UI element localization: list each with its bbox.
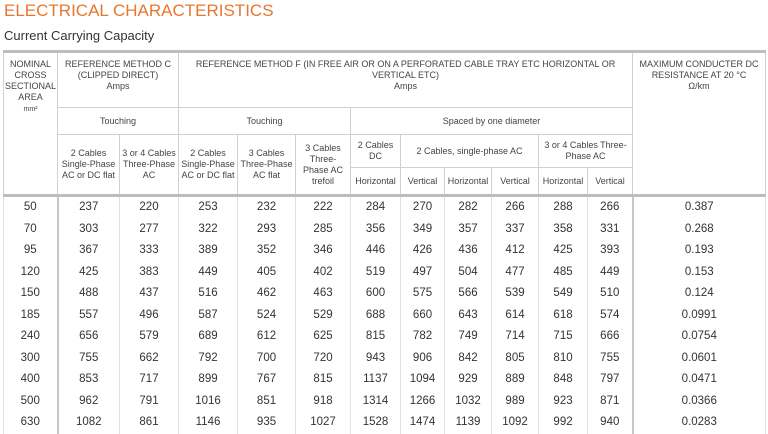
header-max-resistance <box>633 52 766 196</box>
cell-area: 150 <box>4 283 58 305</box>
cell-amps: 529 <box>296 305 351 327</box>
cell-amps: 625 <box>296 326 351 348</box>
cell-amps: 1146 <box>179 412 238 434</box>
header-spaced: Spaced by one diameter <box>351 108 633 135</box>
header-method-f-label: REFERENCE METHOD F (IN FREE AIR OR ON A PERFORATED CABLE TRAY ETC HORIZONTAL OR VERTICAL ETC) <box>195 59 616 80</box>
cell-resistance: 0.387 <box>633 196 766 219</box>
cell-amps: 792 <box>179 348 238 370</box>
cell-amps: 393 <box>588 240 633 262</box>
cell-amps: 940 <box>588 412 633 434</box>
cell-amps: 437 <box>120 283 179 305</box>
cell-amps: 463 <box>296 283 351 305</box>
cell-amps: 992 <box>539 412 588 434</box>
header-max-resistance-label: MAXIMUM CONDUCTER DC RESISTANCE AT 20 °C <box>639 59 759 80</box>
cell-amps: 587 <box>179 305 238 327</box>
table-row <box>4 412 766 434</box>
cell-resistance: 0.0471 <box>633 369 766 391</box>
header-touching-c: Touching <box>58 108 179 135</box>
cell-amps: 510 <box>588 283 633 305</box>
cell-amps: 689 <box>179 326 238 348</box>
cell-amps: 618 <box>539 305 588 327</box>
cell-amps: 700 <box>238 348 296 370</box>
cell-amps: 579 <box>120 326 179 348</box>
cell-amps: 358 <box>539 219 588 241</box>
cell-amps: 688 <box>351 305 401 327</box>
cell-amps: 524 <box>238 305 296 327</box>
cell-area: 300 <box>4 348 58 370</box>
cell-amps: 1139 <box>445 412 492 434</box>
header-vertical: Vertical <box>401 168 445 196</box>
cell-amps: 1474 <box>401 412 445 434</box>
header-method-c <box>58 52 179 108</box>
cell-amps: 871 <box>588 391 633 413</box>
cell-amps: 929 <box>445 369 492 391</box>
header-method-c-unit: Amps <box>106 81 130 91</box>
table-row <box>4 283 766 305</box>
header-vertical: Vertical <box>588 168 633 196</box>
cell-amps: 293 <box>238 219 296 241</box>
cell-amps: 333 <box>120 240 179 262</box>
cell-area: 120 <box>4 262 58 284</box>
cell-resistance: 0.268 <box>633 219 766 241</box>
cell-amps: 288 <box>539 196 588 219</box>
cell-amps: 612 <box>238 326 296 348</box>
cell-amps: 496 <box>120 305 179 327</box>
table-row <box>4 326 766 348</box>
cell-amps: 715 <box>539 326 588 348</box>
header-nominal-area <box>4 52 58 196</box>
cell-amps: 889 <box>492 369 539 391</box>
cell-amps: 449 <box>179 262 238 284</box>
cell-amps: 791 <box>120 391 179 413</box>
header-s-34cables-ac: 3 or 4 Cables Three-Phase AC <box>539 135 633 168</box>
cell-area: 50 <box>4 196 58 219</box>
cell-amps: 918 <box>296 391 351 413</box>
header-f-3cables-trefoil: 3 Cables Three-Phase AC trefoil <box>296 135 351 196</box>
cell-amps: 356 <box>351 219 401 241</box>
cell-amps: 352 <box>238 240 296 262</box>
header-c-2cables: 2 Cables Single-Phase AC or DC flat <box>58 135 120 196</box>
cell-amps: 516 <box>179 283 238 305</box>
cell-resistance: 0.0366 <box>633 391 766 413</box>
cell-amps: 614 <box>492 305 539 327</box>
cell-amps: 656 <box>58 326 120 348</box>
header-max-resistance-unit: Ω/km <box>688 81 710 91</box>
cell-resistance: 0.0991 <box>633 305 766 327</box>
cell-amps: 989 <box>492 391 539 413</box>
cell-amps: 643 <box>445 305 492 327</box>
cell-amps: 232 <box>238 196 296 219</box>
cell-amps: 1137 <box>351 369 401 391</box>
cell-amps: 270 <box>401 196 445 219</box>
header-method-f <box>179 52 633 108</box>
table-header <box>4 52 766 196</box>
cell-amps: 815 <box>351 326 401 348</box>
cell-amps: 357 <box>445 219 492 241</box>
cell-amps: 848 <box>539 369 588 391</box>
table-row <box>4 262 766 284</box>
cell-amps: 755 <box>58 348 120 370</box>
cell-amps: 851 <box>238 391 296 413</box>
cell-amps: 906 <box>401 348 445 370</box>
cell-amps: 767 <box>238 369 296 391</box>
cell-amps: 600 <box>351 283 401 305</box>
table-row <box>4 348 766 370</box>
cell-amps: 266 <box>588 196 633 219</box>
cell-amps: 485 <box>539 262 588 284</box>
header-horizontal: Horizontal <box>539 168 588 196</box>
cell-amps: 1092 <box>492 412 539 434</box>
page-subtitle: Current Carrying Capacity <box>4 28 155 43</box>
cell-amps: 962 <box>58 391 120 413</box>
cell-amps: 331 <box>588 219 633 241</box>
cell-amps: 662 <box>120 348 179 370</box>
table-body <box>4 196 766 434</box>
cell-amps: 402 <box>296 262 351 284</box>
header-f-2cables: 2 Cables Single-Phase AC or DC flat <box>179 135 238 196</box>
table-row <box>4 196 766 219</box>
cell-amps: 566 <box>445 283 492 305</box>
cell-amps: 549 <box>539 283 588 305</box>
header-s-2cables-dc: 2 Cables DC <box>351 135 401 168</box>
header-c-34cables: 3 or 4 Cables Three-Phase AC <box>120 135 179 196</box>
cell-amps: 1094 <box>401 369 445 391</box>
cell-amps: 1027 <box>296 412 351 434</box>
header-method-c-label: REFERENCE METHOD C (CLIPPED DIRECT) <box>65 59 172 80</box>
cell-amps: 253 <box>179 196 238 219</box>
header-method-f-unit: Amps <box>394 81 418 91</box>
cell-amps: 412 <box>492 240 539 262</box>
header-horizontal: Horizontal <box>445 168 492 196</box>
table-row <box>4 219 766 241</box>
table-row <box>4 391 766 413</box>
cell-amps: 660 <box>401 305 445 327</box>
header-nominal-label: NOMINAL CROSS SECTIONAL AREA <box>5 59 57 102</box>
cell-amps: 1314 <box>351 391 401 413</box>
cell-amps: 426 <box>401 240 445 262</box>
cell-amps: 574 <box>588 305 633 327</box>
cell-amps: 266 <box>492 196 539 219</box>
page-title: ELECTRICAL CHARACTERISTICS <box>4 1 274 20</box>
cell-area: 500 <box>4 391 58 413</box>
cell-amps: 284 <box>351 196 401 219</box>
header-f-3cables-flat: 3 Cables Three-Phase AC flat <box>238 135 296 196</box>
cell-amps: 575 <box>401 283 445 305</box>
cell-amps: 815 <box>296 369 351 391</box>
cell-amps: 322 <box>179 219 238 241</box>
cell-resistance: 0.124 <box>633 283 766 305</box>
cell-resistance: 0.193 <box>633 240 766 262</box>
header-nominal-unit: mm² <box>23 106 38 113</box>
cell-area: 185 <box>4 305 58 327</box>
cell-amps: 346 <box>296 240 351 262</box>
cell-amps: 425 <box>539 240 588 262</box>
cell-resistance: 0.0601 <box>633 348 766 370</box>
cell-amps: 519 <box>351 262 401 284</box>
cell-amps: 446 <box>351 240 401 262</box>
cell-amps: 277 <box>120 219 179 241</box>
cell-amps: 1266 <box>401 391 445 413</box>
current-capacity-table <box>3 50 766 434</box>
cell-amps: 782 <box>401 326 445 348</box>
cell-amps: 349 <box>401 219 445 241</box>
header-s-2cables-ac: 2 Cables, single-phase AC <box>401 135 539 168</box>
cell-amps: 805 <box>492 348 539 370</box>
cell-amps: 436 <box>445 240 492 262</box>
header-horizontal: Horizontal <box>351 168 401 196</box>
cell-amps: 899 <box>179 369 238 391</box>
cell-amps: 539 <box>492 283 539 305</box>
cell-amps: 220 <box>120 196 179 219</box>
cell-amps: 405 <box>238 262 296 284</box>
table-row <box>4 369 766 391</box>
cell-amps: 935 <box>238 412 296 434</box>
table-row <box>4 305 766 327</box>
cell-amps: 383 <box>120 262 179 284</box>
cell-amps: 923 <box>539 391 588 413</box>
cell-amps: 1528 <box>351 412 401 434</box>
cell-amps: 282 <box>445 196 492 219</box>
cell-amps: 303 <box>58 219 120 241</box>
cell-amps: 367 <box>58 240 120 262</box>
cell-amps: 717 <box>120 369 179 391</box>
cell-amps: 943 <box>351 348 401 370</box>
cell-amps: 389 <box>179 240 238 262</box>
cell-amps: 714 <box>492 326 539 348</box>
cell-amps: 462 <box>238 283 296 305</box>
cell-amps: 337 <box>492 219 539 241</box>
cell-resistance: 0.0283 <box>633 412 766 434</box>
cell-amps: 425 <box>58 262 120 284</box>
cell-area: 400 <box>4 369 58 391</box>
cell-amps: 1082 <box>58 412 120 434</box>
cell-amps: 720 <box>296 348 351 370</box>
cell-amps: 477 <box>492 262 539 284</box>
cell-resistance: 0.153 <box>633 262 766 284</box>
cell-amps: 237 <box>58 196 120 219</box>
table-row <box>4 240 766 262</box>
cell-amps: 497 <box>401 262 445 284</box>
cell-amps: 666 <box>588 326 633 348</box>
cell-amps: 749 <box>445 326 492 348</box>
cell-amps: 842 <box>445 348 492 370</box>
cell-amps: 449 <box>588 262 633 284</box>
cell-area: 630 <box>4 412 58 434</box>
cell-area: 70 <box>4 219 58 241</box>
cell-amps: 853 <box>58 369 120 391</box>
cell-amps: 1016 <box>179 391 238 413</box>
cell-amps: 222 <box>296 196 351 219</box>
cell-amps: 755 <box>588 348 633 370</box>
cell-resistance: 0.0754 <box>633 326 766 348</box>
cell-amps: 810 <box>539 348 588 370</box>
cell-area: 95 <box>4 240 58 262</box>
cell-amps: 488 <box>58 283 120 305</box>
cell-amps: 285 <box>296 219 351 241</box>
cell-amps: 557 <box>58 305 120 327</box>
cell-area: 240 <box>4 326 58 348</box>
cell-amps: 1032 <box>445 391 492 413</box>
cell-amps: 797 <box>588 369 633 391</box>
header-touching-f: Touching <box>179 108 351 135</box>
header-vertical: Vertical <box>492 168 539 196</box>
cell-amps: 861 <box>120 412 179 434</box>
cell-amps: 504 <box>445 262 492 284</box>
